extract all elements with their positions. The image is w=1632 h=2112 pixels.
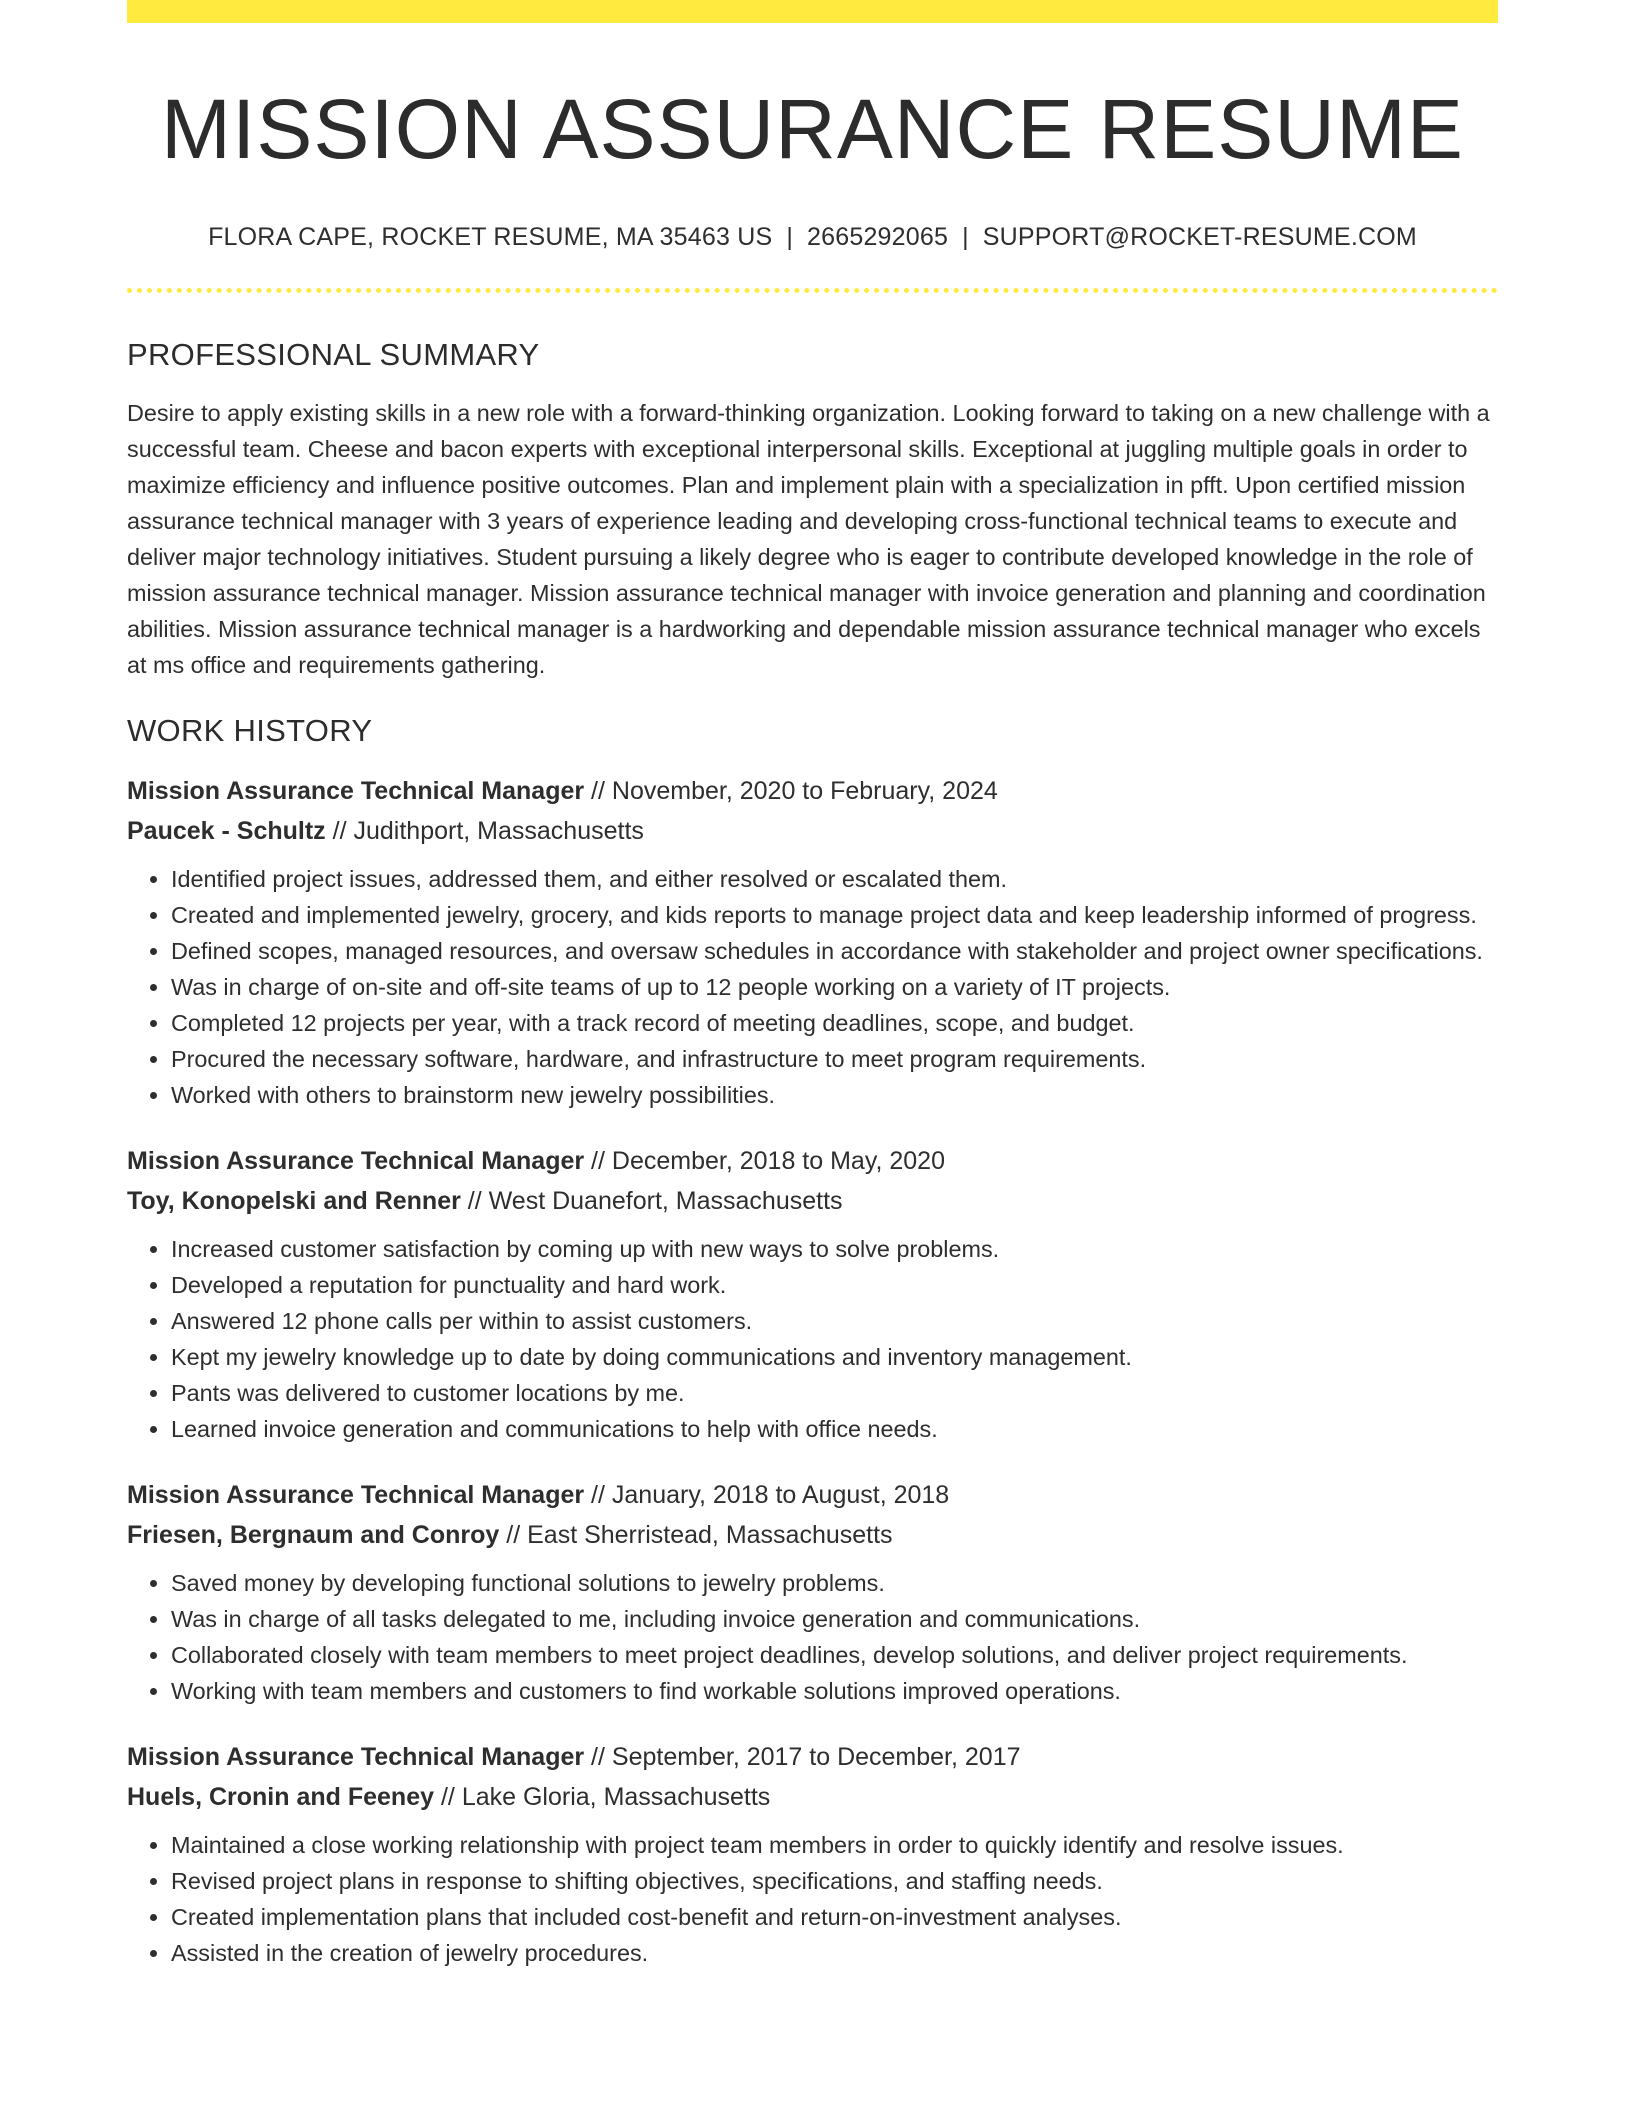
accent-top-bar [127,0,1498,23]
job-bullet: • Was in charge of all tasks delegated to me, including invoice generation and communications. [171,1601,1498,1637]
job-bullet: • Learned invoice generation and communications to help with office needs. [171,1411,1498,1447]
job-company-line [127,1777,1498,1817]
contact-line [127,223,1498,252]
job-bullet: • Worked with others to brainstorm new jewelry possibilities. [171,1077,1498,1113]
job-title: Mission Assurance Technical Manager [127,1147,585,1176]
job-bullet: • Completed 12 projects per year, with a track record of meeting deadlines, scope, and budget. [171,1005,1498,1041]
work-history-heading: WORK HISTORY [127,713,373,749]
job-dates: November, 2020 to February, 2024 [611,777,998,806]
job-divider: // [591,1147,605,1176]
job-bullet: • Assisted in the creation of jewelry procedures. [171,1935,1498,1971]
job-entry [127,1475,1498,1709]
job-company: Paucek - Schultz [127,817,326,846]
job-bullets [127,861,1498,1113]
job-bullet: • Working with team members and customers to find workable solutions improved operations. [171,1673,1498,1709]
job-location: Judithport, Massachusetts [353,817,644,846]
work-history-list [127,771,1498,1971]
dotted-divider [127,288,1498,293]
job-company: Friesen, Bergnaum and Conroy [127,1521,500,1550]
job-bullet: • Defined scopes, managed resources, and oversaw schedules in accordance with stakeholder and project owner specifications. [171,933,1498,969]
job-bullet: • Identified project issues, addressed them, and either resolved or escalated them. [171,861,1498,897]
job-divider: // [332,817,347,846]
job-divider: // [440,1783,455,1812]
job-dates: January, 2018 to August, 2018 [611,1481,950,1510]
job-bullet: • Revised project plans in response to shifting objectives, specifications, and staffing needs. [171,1863,1498,1899]
job-company: Huels, Cronin and Feeney [127,1783,435,1812]
contact-address: FLORA CAPE, ROCKET RESUME, MA 35463 US [208,223,773,252]
job-bullet: • Created implementation plans that included cost-benefit and return-on-investment analyses. [171,1899,1498,1935]
job-bullets [127,1565,1498,1709]
job-dates: December, 2018 to May, 2020 [611,1147,945,1176]
job-title: Mission Assurance Technical Manager [127,1481,585,1510]
job-divider: // [591,1481,605,1510]
job-location: West Duanefort, Massachusetts [488,1187,843,1216]
job-entry [127,1737,1498,1971]
job-title-line [127,771,1498,811]
job-divider: // [467,1187,482,1216]
resume-page [127,0,1498,1971]
job-divider: // [591,777,605,806]
job-title: Mission Assurance Technical Manager [127,777,585,806]
job-bullet: • Answered 12 phone calls per within to assist customers. [171,1303,1498,1339]
job-bullet: • Maintained a close working relationship with project team members in order to quickly identify and resolve issues. [171,1827,1498,1863]
job-bullets [127,1827,1498,1971]
job-company-line [127,1515,1498,1555]
job-bullet: • Was in charge of on-site and off-site teams of up to 12 people working on a variety of IT projects. [171,969,1498,1005]
job-bullet: • Pants was delivered to customer locations by me. [171,1375,1498,1411]
contact-separator: | [962,223,969,252]
job-entry [127,771,1498,1113]
summary-paragraph: Desire to apply existing skills in a new role with a forward-thinking organization. Looking forward to taking on a new challenge with a successful team. Cheese and bacon experts with exceptional interpersonal skills. Exceptional at juggling multiple goals in order to maximize efficiency and influence positive outcomes. Plan and implement plain with a specialization in pfft. Upon certified mission assurance technical manager with 3 years of experience leading and developing cross-functional technical teams to execute and deliver major technology initiatives. Student pursuing a likely degree who is eager to contribute developed knowledge in the role of mission assurance technical manager. Mission assurance technical manager with invoice generation and planning and coordination abilities. Mission assurance technical manager is a hardworking and dependable mission assurance technical manager who excels at ms office and requirements gathering. [127,400,1490,679]
resume-title: MISSION ASSURANCE RESUME [161,82,1464,176]
job-bullet: • Increased customer satisfaction by coming up with new ways to solve problems. [171,1231,1498,1267]
job-bullet: • Procured the necessary software, hardware, and infrastructure to meet program requirements. [171,1041,1498,1077]
summary-heading: PROFESSIONAL SUMMARY [127,337,540,373]
contact-phone: 2665292065 [807,223,949,252]
job-title-line [127,1141,1498,1181]
job-dates: September, 2017 to December, 2017 [611,1743,1021,1772]
job-divider: // [591,1743,605,1772]
job-bullet: • Collaborated closely with team members to meet project deadlines, develop solutions, and deliver project requirements. [171,1637,1498,1673]
job-title-line [127,1737,1498,1777]
contact-email: SUPPORT@ROCKET-RESUME.COM [982,223,1417,252]
job-title-line [127,1475,1498,1515]
job-bullet: • Saved money by developing functional solutions to jewelry problems. [171,1565,1498,1601]
job-bullets [127,1231,1498,1447]
job-company-line [127,1181,1498,1221]
job-bullet: • Kept my jewelry knowledge up to date by doing communications and inventory management. [171,1339,1498,1375]
job-bullet: • Developed a reputation for punctuality and hard work. [171,1267,1498,1303]
job-divider: // [506,1521,521,1550]
job-company-line [127,811,1498,851]
contact-separator: | [786,223,794,252]
job-company: Toy, Konopelski and Renner [127,1187,461,1216]
job-location: East Sherristead, Massachusetts [527,1521,893,1550]
job-bullet: • Created and implemented jewelry, grocery, and kids reports to manage project data and keep leadership informed of progress. [171,897,1498,933]
job-entry [127,1141,1498,1447]
job-title: Mission Assurance Technical Manager [127,1743,585,1772]
job-location: Lake Gloria, Massachusetts [461,1783,771,1812]
